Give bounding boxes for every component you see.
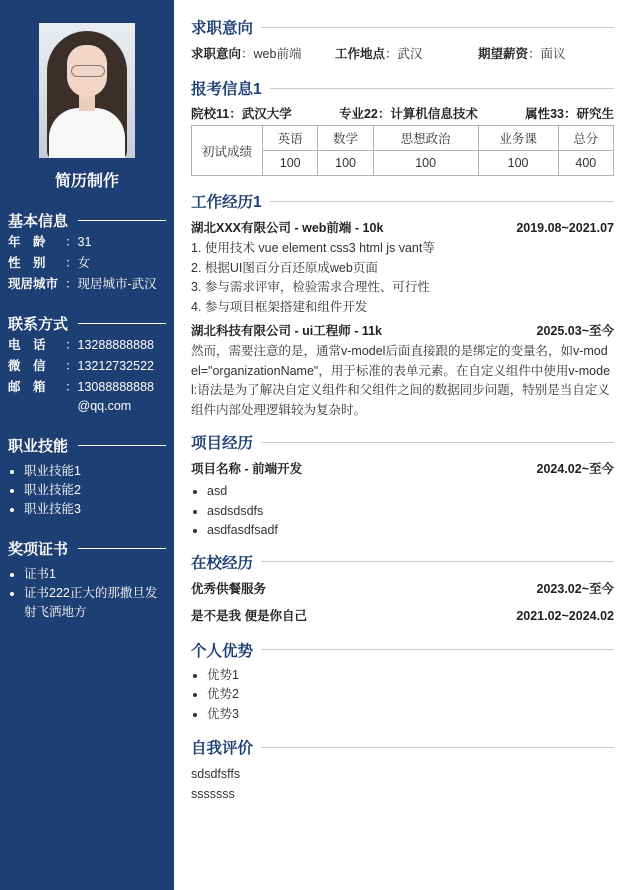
- school-entry: [191, 607, 614, 625]
- divider: [270, 88, 614, 89]
- scores-table: [191, 125, 614, 176]
- exam-attr: 属性33：研究生: [525, 107, 614, 121]
- school-entry-name: 优秀供餐服务: [191, 581, 267, 596]
- basic-row: 现居城市 ： 现居城市-武汉: [8, 277, 157, 291]
- self-eval-title: 自我评价: [191, 735, 614, 759]
- divider: [78, 323, 166, 324]
- divider: [261, 649, 614, 650]
- awards-section: [8, 538, 166, 622]
- school-entry: [191, 580, 614, 598]
- main-content: [174, 0, 631, 890]
- list-item: • 职业技能1: [24, 462, 166, 481]
- project-header: [191, 460, 614, 478]
- school-title: 在校经历: [191, 550, 614, 574]
- divider: [261, 442, 614, 443]
- table-header-cell: 数学: [318, 126, 373, 151]
- scores-row-label: 初试成绩: [192, 126, 263, 176]
- list-item: 2. 根据UI图百分百还原成web页面: [191, 260, 378, 275]
- basic-info-title: 基本信息: [8, 210, 166, 231]
- divider: [261, 561, 614, 562]
- contact-row: 微 信 ： 13212732522: [8, 359, 154, 373]
- awards-title: 奖项证书: [8, 538, 166, 559]
- intent-position: 求职意向：web前端: [191, 47, 302, 61]
- contact-row: 邮 箱 ： 13088888888@qq.com: [8, 380, 154, 413]
- basic-row: 年 龄 ： 31: [8, 235, 92, 249]
- job-description: 然而，需要注意的是，通常v-model后面直接跟的是绑定的变量名，如v-model="organizationName"，用于标准的表单元素。在自定义组件中使用v-model:语法是为了解决自定义组件和父组件之间的数据同步问题，特别是当自定义组件内部处理逻辑较为复杂时。: [191, 344, 611, 417]
- awards-list: [8, 565, 166, 622]
- job-header: [191, 322, 614, 340]
- profile-photo: [39, 23, 135, 158]
- advantages-title: 个人优势: [191, 638, 614, 662]
- school-entry-period: 2023.02~至今: [536, 581, 614, 596]
- job-company: 湖北XXX有限公司 - web前端 - 10k: [191, 221, 384, 235]
- table-cell: 100: [318, 151, 373, 176]
- divider: [261, 747, 614, 748]
- list-item: • 职业技能2: [24, 481, 166, 500]
- advantages-list: [191, 666, 614, 725]
- table-header-cell: 英语: [263, 126, 318, 151]
- intent-title: 求职意向: [191, 15, 614, 39]
- divider: [78, 220, 166, 221]
- divider: [270, 201, 614, 202]
- school-entry-name: 是不是我 便是你自己: [191, 608, 307, 623]
- project-period: 2024.02~至今: [536, 462, 614, 476]
- basic-info-section: [8, 210, 166, 294]
- project-list: [191, 482, 614, 541]
- self-eval-line: sssssss: [191, 786, 235, 801]
- job-period: 2025.03~至今: [536, 324, 614, 338]
- divider: [261, 27, 614, 28]
- exam-major: 专业22：计算机信息技术: [338, 107, 478, 121]
- list-item: 3. 参与需求评审，检验需求合理性、可行性: [191, 280, 430, 294]
- contact-row: 电 话 ： 13288888888: [8, 338, 154, 352]
- table-header-cell: 业务课: [478, 126, 558, 151]
- list-item: • asdsdsdfs: [207, 502, 614, 522]
- self-eval-text: [191, 765, 614, 804]
- job-company: 湖北科技有限公司 - ui工程师 - 11k: [191, 324, 382, 338]
- contact-title: 联系方式: [8, 313, 166, 334]
- job-period: 2019.08~2021.07: [516, 221, 614, 235]
- list-item: • 优势3: [207, 705, 614, 725]
- job-header: [191, 219, 614, 237]
- project-name: 项目名称 - 前端开发: [191, 462, 303, 476]
- list-item: • 职业技能3: [24, 500, 166, 519]
- list-item: • 优势2: [207, 685, 614, 705]
- list-item: 1. 使用技术 vue element css3 html js vant等: [191, 241, 435, 255]
- self-eval-line: sdsdfsffs: [191, 767, 241, 781]
- list-item: • asd: [207, 482, 614, 502]
- table-cell: 100: [373, 151, 478, 176]
- basic-row: 性 别 ： 女: [8, 256, 91, 270]
- projects-title: 项目经历: [191, 430, 614, 454]
- table-header-cell: 思想政治: [373, 126, 478, 151]
- resume-name: 简历制作: [54, 173, 119, 190]
- table-cell: 400: [558, 151, 613, 176]
- contact-section: [8, 313, 166, 416]
- intent-salary: 期望薪资：面议: [478, 47, 566, 61]
- job-points: [191, 239, 614, 317]
- skills-title: 职业技能: [8, 435, 166, 456]
- intent-row: [191, 45, 614, 63]
- skills-list: [8, 462, 166, 519]
- intent-location: 工作地点：武汉: [335, 47, 423, 61]
- table-header-cell: 总分: [558, 126, 613, 151]
- sidebar: [0, 0, 174, 890]
- list-item: • 证书1: [24, 565, 166, 584]
- exam-title: 报考信息1: [191, 76, 614, 100]
- list-item: • 证书222正大的那撒旦发射飞洒地方: [24, 584, 166, 622]
- table-cell: 100: [263, 151, 318, 176]
- divider: [78, 445, 166, 446]
- list-item: • 优势1: [207, 666, 614, 686]
- divider: [78, 548, 166, 549]
- exam-info-row: [191, 105, 614, 123]
- list-item: • asdfasdfsadf: [207, 521, 614, 541]
- school-entry-period: 2021.02~2024.02: [516, 608, 614, 623]
- table-cell: 100: [478, 151, 558, 176]
- work-title: 工作经历1: [191, 189, 614, 213]
- exam-school: 院校11：武汉大学: [191, 107, 292, 121]
- skills-section: [8, 435, 166, 519]
- list-item: 4. 参与项目框架搭建和组件开发: [191, 299, 368, 314]
